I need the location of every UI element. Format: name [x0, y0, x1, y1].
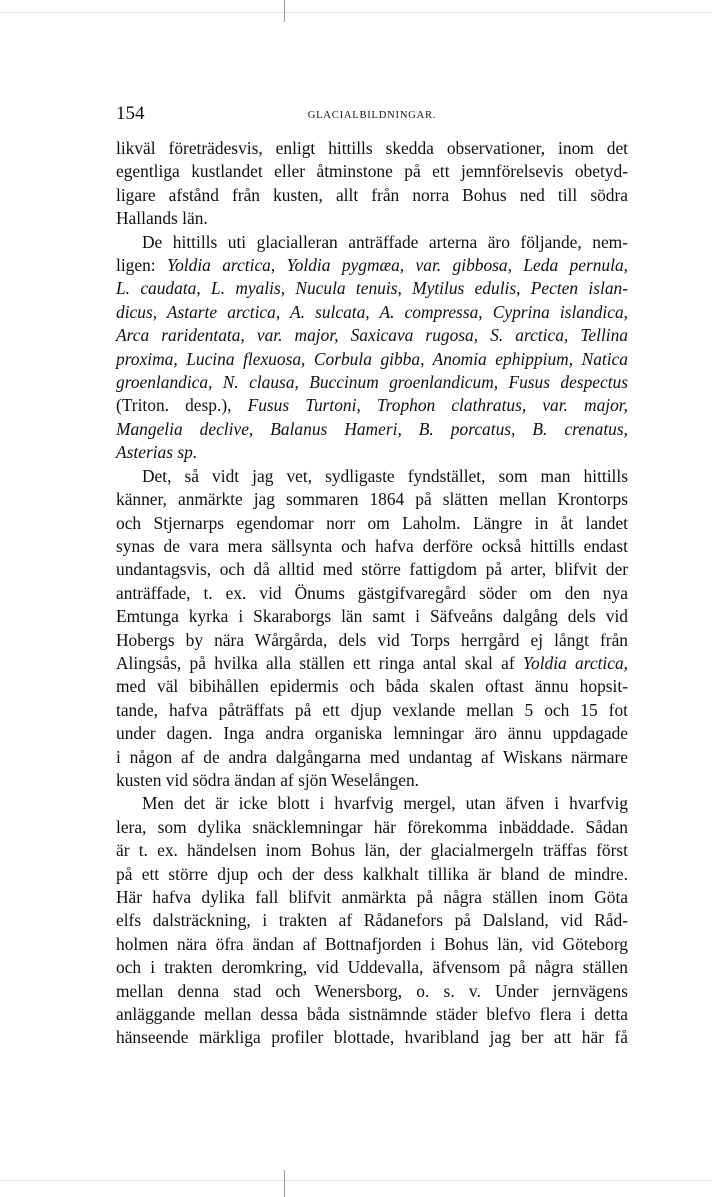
text-segment: mellan denna stad och Wenersborg, o. s. v. Under jernvägens	[116, 980, 628, 1001]
italic-segment: Mangelia declive, Balanus Hameri, B. porcatus, B. crenatus,	[116, 418, 628, 439]
text-line	[116, 558, 628, 581]
text-segment: Alingsås, på hvilka alla ställen ett ringa antal skal af	[116, 652, 523, 673]
text-line	[116, 980, 628, 1003]
text-line	[116, 956, 628, 979]
text-segment: synas de vara mera sällsynta och hafva derföre också hittills endast	[116, 535, 628, 556]
text-segment: Här hafva dylika fall blifvit anmärkta på några ställen inom Göta	[116, 887, 628, 907]
text-segment: med väl bibihållen epidermis och båda skalen oftast ännu hopsit-	[116, 676, 628, 697]
italic-segment: Asterias sp.	[116, 442, 198, 463]
gutter-mark-top	[284, 0, 285, 22]
text-line	[116, 839, 628, 862]
text-line	[116, 418, 628, 441]
text-segment: Hobergs by nära Wårgårda, dels vid Torps herrgård ej långt från	[116, 629, 628, 650]
text-line	[116, 231, 628, 254]
paragraph	[116, 465, 628, 793]
text-line	[116, 699, 628, 722]
text-segment: undantagsvis, och då alltid med större fattigdom på arter, blifvit der	[116, 559, 628, 580]
text-line	[116, 394, 628, 417]
text-segment: (Triton. desp.),	[116, 395, 248, 416]
text-line	[116, 629, 628, 652]
text-line	[116, 441, 628, 464]
italic-segment: Yoldia arctica,	[522, 652, 628, 673]
text-segment: och i trakten deromkring, vid Uddevalla, äfvensom på några ställen	[116, 957, 628, 978]
text-segment: känner, anmärkte jag sommaren 1864 på slätten mellan Krontorps	[116, 489, 628, 510]
gutter-mark-bottom	[284, 1170, 285, 1197]
text-segment: Emtunga kyrka i Skaraborgs län samt i Säfveåns dalgång dels vid	[116, 606, 628, 627]
text-line	[116, 488, 628, 511]
text-line	[116, 769, 628, 792]
text-segment: holmen nära öfra ändan af Bottnafjorden i Bohus län, vid Göteborg	[116, 933, 628, 954]
scan-edge-top	[0, 12, 712, 13]
text-line	[116, 652, 628, 675]
text-line	[116, 605, 628, 628]
text-segment: och Stjernarps egendomar norr om Laholm. Längre in åt landet	[116, 512, 628, 533]
book-page	[116, 103, 628, 1050]
running-head: GLACIALBILDNINGAR.	[307, 110, 437, 121]
text-line	[116, 1003, 628, 1026]
text-line	[116, 254, 628, 277]
text-line	[116, 277, 628, 300]
text-segment: tande, hafva påträffats på ett djup vexlande mellan 5 och 15 fot	[116, 699, 628, 720]
text-segment: elfs dalsträckning, i trakten af Rådanefors på Dalsland, vid Råd-	[116, 910, 628, 931]
italic-segment: dicus, Astarte arctica, A. sulcata, A. compressa, Cyprina islandica,	[116, 301, 628, 322]
body-text	[116, 137, 628, 1050]
text-segment: egentliga kustlandet eller åtminstone på ett jemnförelsevis obetyd-	[116, 161, 628, 182]
text-line	[116, 137, 628, 160]
text-segment: Det, så vidt jag vet, sydligaste fyndstället, som man hittills	[142, 465, 628, 486]
text-segment: anläggande mellan dessa båda sistnämnde städer blefvo flera i detta	[116, 1004, 628, 1025]
text-line	[116, 301, 628, 324]
text-line	[116, 207, 628, 230]
text-segment: i någon af de andra dalgångarna med undantag af Wiskans närmare	[116, 746, 628, 767]
text-line	[116, 535, 628, 558]
text-segment: ligare afstånd från kusten, allt från norra Bohus ned till södra	[116, 184, 628, 205]
italic-segment: proxima, Lucina flexuosa, Corbula gibba, Anomia ephippium, Natica	[116, 348, 628, 369]
text-line	[116, 582, 628, 605]
text-line	[116, 512, 628, 535]
italic-segment: groenlandica, N. clausa, Buccinum groenlandicum, Fusus despectus	[116, 372, 628, 393]
paragraph	[116, 792, 628, 1049]
text-line	[116, 184, 628, 207]
text-segment: ligen:	[116, 255, 168, 276]
text-line	[116, 371, 628, 394]
italic-segment: Fusus Turtoni, Trophon clathratus, var. major,	[247, 395, 628, 416]
text-segment: likväl företrädesvis, enligt hittills skedda observationer, inom det	[116, 138, 628, 158]
text-line	[116, 816, 628, 839]
text-segment: kusten vid södra ändan af sjön Weselången.	[116, 769, 420, 790]
text-segment: Hallands län.	[116, 208, 208, 229]
text-line	[116, 1026, 628, 1049]
text-line	[116, 746, 628, 769]
text-line	[116, 675, 628, 698]
text-line	[116, 465, 628, 488]
text-segment: Men det är icke blott i hvarfvig mergel, utan äfven i hvarfvig	[142, 793, 628, 814]
text-segment: hänseende märkliga profiler blottade, hvaribland jag ber att här få	[116, 1027, 628, 1048]
italic-segment: L. caudata, L. myalis, Nucula tenuis, Mytilus edulis, Pecten islan-	[116, 278, 628, 299]
text-segment: är t. ex. händelsen inom Bohus län, der glacialmergeln träffas först	[116, 840, 628, 861]
text-line	[116, 886, 628, 909]
italic-segment: Yoldia arctica, Yoldia pygmæa, var. gibbosa, Leda pernula,	[167, 255, 629, 276]
text-segment: lera, som dylika snäcklemningar här förekomma inbäddade. Sådan	[116, 816, 628, 837]
text-line	[116, 722, 628, 745]
text-line	[116, 909, 628, 932]
page-number: 154	[116, 103, 145, 124]
text-segment: under dagen. Inga andra organiska lemningar äro ännu uppdagade	[116, 723, 628, 744]
paragraph	[116, 231, 628, 465]
scan-edge-bottom	[0, 1180, 712, 1181]
text-segment: på ett större djup och der dess kalkhalt tillika är bland de mindre.	[116, 863, 628, 884]
text-line	[116, 933, 628, 956]
text-segment: anträffade, t. ex. vid Önums gästgifvaregård söder om den nya	[116, 582, 628, 603]
page-header	[116, 103, 628, 137]
text-segment: De hittills uti glacialleran anträffade arterna äro följande, nem-	[142, 231, 628, 252]
paragraph	[116, 137, 628, 231]
text-line	[116, 863, 628, 886]
text-line	[116, 160, 628, 183]
text-line	[116, 348, 628, 371]
text-line	[116, 792, 628, 815]
text-line	[116, 324, 628, 347]
italic-segment: Arca raridentata, var. major, Saxicava rugosa, S. arctica, Tellina	[116, 325, 628, 346]
